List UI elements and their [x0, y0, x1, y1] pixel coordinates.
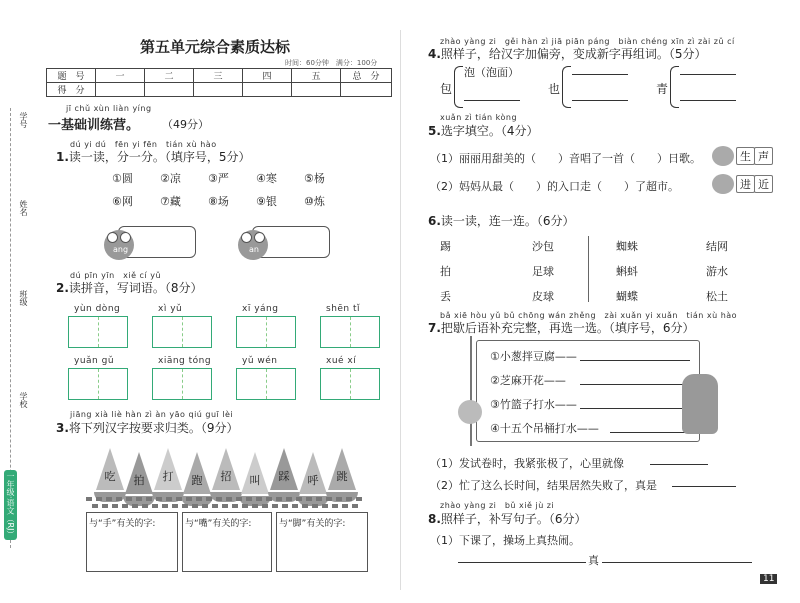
- answer-line[interactable]: [580, 384, 690, 385]
- section1-label: 一基础训练营。: [48, 118, 140, 133]
- q1-item: ①圆: [112, 172, 133, 185]
- q8-num: 8.: [428, 512, 441, 526]
- time-info: 时间：60分钟 满分：100分: [285, 59, 378, 67]
- q2-text: [56, 279, 203, 296]
- section1-score: （49分）: [162, 118, 209, 131]
- category-label-foot: 与“脚”有关的字:: [279, 519, 346, 529]
- q1-num: 1.: [56, 150, 69, 164]
- example-word: 泡（泡面）: [464, 66, 519, 79]
- q2-pinyin-row1: xì yǔ: [158, 304, 183, 314]
- choice-tag-jin1[interactable]: 进: [736, 175, 755, 193]
- bracket: [562, 66, 571, 108]
- proverb-item: ①小葱拌豆腐——: [490, 350, 577, 363]
- q2-pinyin-row1: xī yáng: [242, 304, 279, 314]
- q5-pinyin: xuǎn zì tián kòng: [440, 113, 518, 122]
- scroll-rod: [470, 336, 472, 446]
- choice-tag-sheng1[interactable]: 生: [736, 147, 755, 165]
- q8-pinyin: zhào yàng zi bǔ xiě jù zi: [440, 501, 555, 510]
- frog-eye: [120, 232, 131, 243]
- radical-char: 青: [656, 82, 669, 96]
- boy-icon: [682, 374, 718, 434]
- score-header: 三: [194, 69, 243, 83]
- answer-line[interactable]: [680, 100, 736, 101]
- side-banji: 班级: [19, 290, 28, 306]
- frog-label-ang: ang: [113, 245, 129, 254]
- answer-line[interactable]: [580, 408, 690, 409]
- q7-pinyin: bǎ xiē hòu yǔ bǔ chōng wán zhěng zài xuǎn yi xuǎn tián xù hào: [440, 311, 738, 320]
- score-cell[interactable]: [96, 83, 145, 97]
- radical-char: 也: [548, 82, 561, 96]
- q1-item: ⑩炼: [304, 195, 325, 208]
- q2-pinyin-row2: yǔ wén: [242, 356, 278, 366]
- answer-line[interactable]: [464, 100, 520, 101]
- score-header: 四: [243, 69, 292, 83]
- q5-num: 5.: [428, 124, 441, 138]
- side-xingming: 姓名: [19, 200, 28, 216]
- side-xuexiao: 学校: [19, 392, 28, 408]
- write-grid[interactable]: [320, 368, 380, 400]
- score-cell[interactable]: [292, 83, 341, 97]
- page-title: 第五单元综合素质达标: [140, 38, 291, 56]
- match-word-right1[interactable]: 蝌蚪: [616, 265, 638, 278]
- q6-divider: [588, 236, 589, 302]
- match-word-right2[interactable]: 松土: [706, 290, 728, 303]
- proverb-item: ③竹篮子打水——: [490, 398, 577, 411]
- cat-icon: [458, 400, 482, 424]
- match-word-left2[interactable]: 足球: [532, 265, 554, 278]
- q8-zhen: 真: [588, 554, 599, 567]
- q4-num: 4.: [428, 47, 441, 61]
- sail-char[interactable]: 吃: [104, 470, 116, 483]
- write-grid[interactable]: [68, 316, 128, 348]
- score-cell[interactable]: [341, 83, 392, 97]
- wave: [86, 497, 366, 501]
- q3-num: 3.: [56, 421, 69, 435]
- proverb-item: ④十五个吊桶打水——: [490, 422, 599, 435]
- sail-char[interactable]: 呼: [307, 474, 319, 487]
- q4-label: 照样子，给汉字加偏旁，变成新字再组词。（5分）: [440, 47, 707, 61]
- proverb-item: ②芝麻开花——: [490, 374, 566, 387]
- q8-text: [428, 510, 587, 527]
- score-header: 五: [292, 69, 341, 83]
- q2-num: 2.: [56, 281, 69, 295]
- answer-line[interactable]: [580, 360, 690, 361]
- match-word-right2[interactable]: 结网: [706, 240, 728, 253]
- category-label-mouth: 与“嘴”有关的字:: [185, 519, 252, 529]
- score-header: 二: [145, 69, 194, 83]
- q4-pinyin: zhào yàng zi gěi hàn zì jiā piān páng biàn chéng xīn zì zài zǔ cí: [440, 37, 735, 46]
- score-row-label: 得 分: [47, 83, 96, 97]
- match-word-left2[interactable]: 皮球: [532, 290, 554, 303]
- page-number: 11: [760, 574, 777, 584]
- q1-item: ②凉: [160, 172, 181, 185]
- q5-label: 选字填空。（4分）: [440, 124, 539, 138]
- score-header: 总 分: [341, 69, 392, 83]
- q3-pinyin: jiāng xià liè hàn zì àn yāo qiú guī lèi: [70, 410, 234, 419]
- sail-char[interactable]: 叫: [249, 474, 261, 487]
- wave: [92, 504, 360, 508]
- q7-num: 7.: [428, 321, 441, 335]
- choice-tag-sheng2[interactable]: 声: [754, 147, 773, 165]
- pig-icon: [712, 146, 734, 166]
- q2-pinyin-row1: yùn dòng: [74, 304, 121, 314]
- answer-line[interactable]: [650, 464, 708, 465]
- answer-line[interactable]: [458, 562, 586, 563]
- q7-text: [428, 319, 695, 336]
- q6-num: 6.: [428, 214, 441, 228]
- q1-text: [56, 148, 251, 165]
- bracket: [670, 66, 679, 108]
- q5-line-1: （1）丽丽用甜美的（ ）音唱了一首（ ）日歌。: [430, 152, 701, 165]
- score-cell[interactable]: [145, 83, 194, 97]
- q2-label: 读拼音，写词语。（8分）: [68, 281, 203, 295]
- q1-item: ③严: [208, 172, 229, 185]
- choice-tag-jin2[interactable]: 近: [754, 175, 773, 193]
- q7-label: 把歇后语补充完整，再选一选。（填序号，6分）: [440, 321, 695, 335]
- q2-pinyin: dú pīn yīn xiě cí yǔ: [70, 271, 162, 280]
- sail-char[interactable]: 跑: [191, 474, 203, 487]
- sail-char[interactable]: 踩: [278, 470, 290, 483]
- frog-label-an: an: [249, 245, 259, 254]
- side-grade-label: 一年级·语文（RJ）: [6, 472, 15, 539]
- frog-eye: [241, 232, 252, 243]
- q6-text: [428, 212, 575, 229]
- q1-item: ⑧场: [208, 195, 229, 208]
- q7-line-1: （1）发试卷时，我紧张极了，心里就像: [430, 457, 624, 470]
- answer-line[interactable]: [610, 432, 690, 433]
- score-table: [46, 68, 392, 97]
- section1-pinyin: jī chǔ xùn liàn yíng: [66, 104, 152, 113]
- pig-icon: [712, 174, 734, 194]
- q1-item: ④寒: [256, 172, 277, 185]
- frog-eye: [107, 232, 118, 243]
- score-header: 题 号: [47, 69, 96, 83]
- q2-pinyin-row2: yuǎn gǔ: [74, 356, 115, 366]
- match-word-right1[interactable]: 蝴蝶: [616, 290, 638, 303]
- q5-line-2: （2）妈妈从最（ ）的入口走（ ）了超市。: [430, 180, 679, 193]
- sail-char[interactable]: 跳: [336, 470, 348, 483]
- q3-label: 将下列汉字按要求归类。（9分）: [68, 421, 239, 435]
- q6-label: 读一读，连一连。（6分）: [440, 214, 575, 228]
- score-header: 一: [96, 69, 145, 83]
- match-word-right2[interactable]: 游水: [706, 265, 728, 278]
- q8-line: （1）下课了，操场上真热闹。: [430, 534, 580, 547]
- category-label-hand: 与“手”有关的字:: [89, 519, 156, 529]
- write-grid[interactable]: [236, 368, 296, 400]
- write-grid[interactable]: [152, 316, 212, 348]
- q1-item: ⑤杨: [304, 172, 325, 185]
- match-word-left2[interactable]: 沙包: [532, 240, 554, 253]
- match-word-right1[interactable]: 蜘蛛: [616, 240, 638, 253]
- sail-char[interactable]: 打: [162, 470, 174, 483]
- q1-item: ⑥网: [112, 195, 133, 208]
- q2-pinyin-row2: xiāng tóng: [158, 356, 212, 366]
- page-divider: [400, 30, 401, 590]
- q3-text: [56, 419, 239, 436]
- write-grid[interactable]: [152, 368, 212, 400]
- sail-char[interactable]: 拍: [133, 474, 145, 487]
- answer-line[interactable]: [572, 74, 628, 75]
- match-word-left1[interactable]: 丢: [440, 290, 451, 303]
- answer-line[interactable]: [572, 100, 628, 101]
- answer-line[interactable]: [602, 562, 752, 563]
- answer-line[interactable]: [680, 74, 736, 75]
- q7-line-2: （2）忙了这么长时间，结果居然失败了，真是: [430, 479, 657, 492]
- answer-line[interactable]: [672, 486, 736, 487]
- q1-item: ⑦藏: [160, 195, 181, 208]
- write-grid[interactable]: [320, 316, 380, 348]
- q1-label: 读一读，分一分。（填序号，5分）: [68, 150, 251, 164]
- q5-text: [428, 122, 539, 139]
- q8-label: 照样子，补写句子。（6分）: [440, 512, 587, 526]
- radical-char: 包: [440, 82, 453, 96]
- match-word-left1[interactable]: 踢: [440, 240, 451, 253]
- q2-pinyin-row2: xué xí: [326, 356, 357, 366]
- q4-text: [428, 45, 707, 62]
- q1-item: ⑨银: [256, 195, 277, 208]
- q2-pinyin-row1: shēn tǐ: [326, 304, 361, 314]
- write-grid[interactable]: [68, 368, 128, 400]
- frog-eye: [254, 232, 265, 243]
- sail-char[interactable]: 招: [220, 470, 232, 483]
- q1-pinyin: dú yi dú fēn yi fēn tián xù hào: [70, 140, 217, 149]
- side-xuehao: 学号: [19, 112, 28, 128]
- score-cell[interactable]: [194, 83, 243, 97]
- match-word-left1[interactable]: 拍: [440, 265, 451, 278]
- score-cell[interactable]: [243, 83, 292, 97]
- bracket: [454, 66, 463, 108]
- write-grid[interactable]: [236, 316, 296, 348]
